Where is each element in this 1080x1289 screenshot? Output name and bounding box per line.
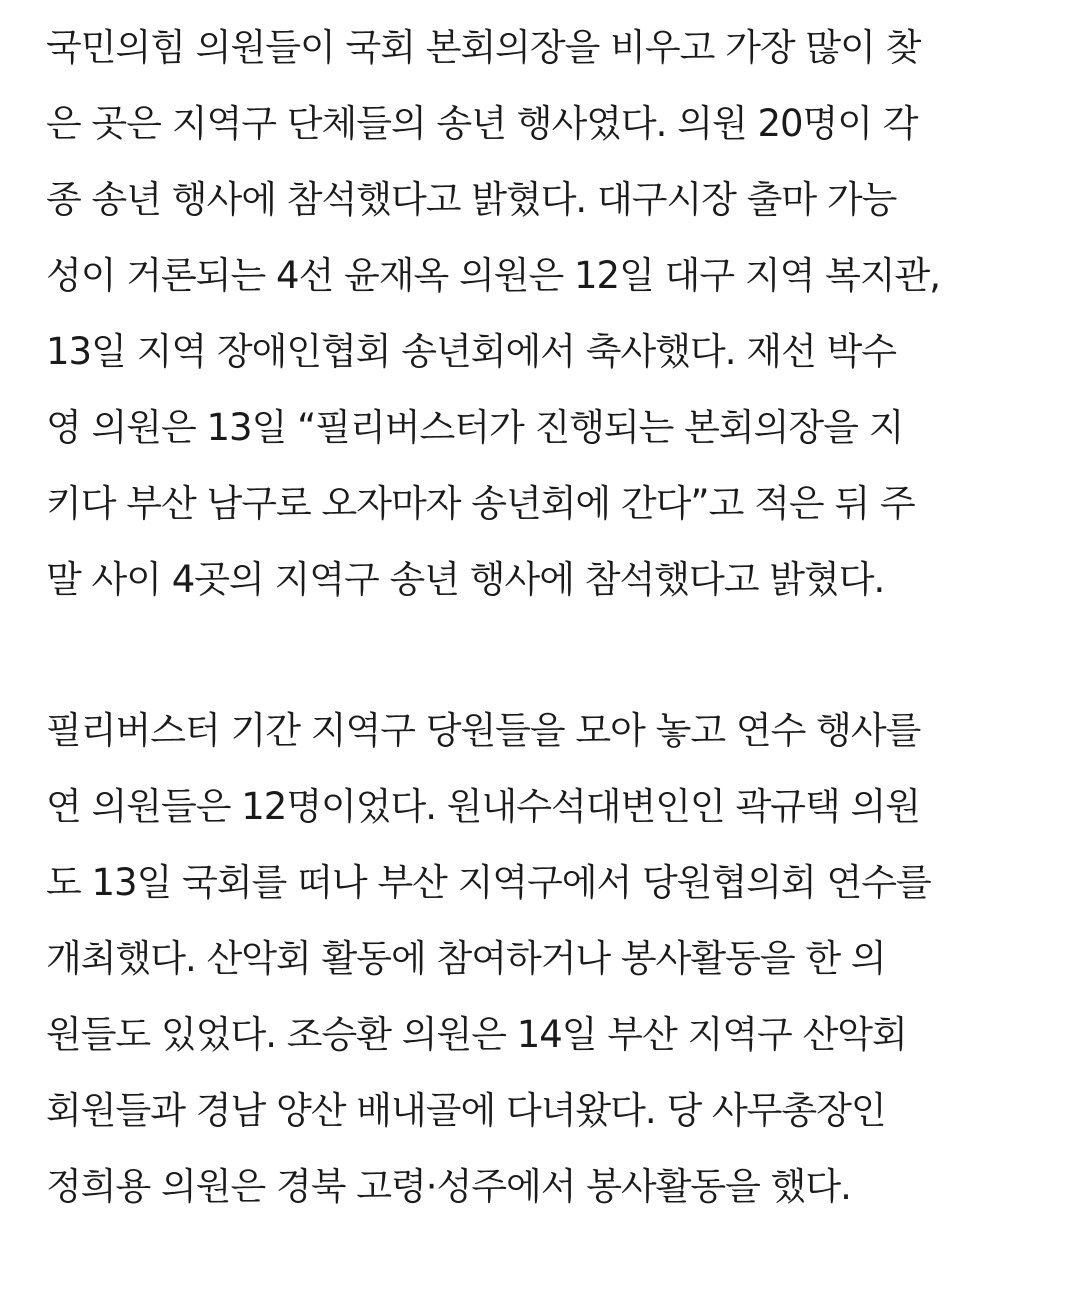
text-line: 영 의원은 13일 “필리버스터가 진행되는 본회의장을 지 xyxy=(46,406,904,449)
text-line: 은 곳은 지역구 단체들의 송년 행사였다. 의원 20명이 각 xyxy=(46,102,918,145)
paragraph-1 xyxy=(46,0,1046,608)
text-line: 개최했다. 산악회 활동에 참여하거나 봉사활동을 한 의 xyxy=(46,937,886,980)
text-line: 정희용 의원은 경북 고령·성주에서 봉사활동을 했다. xyxy=(46,1165,851,1208)
text-line: 국민의힘 의원들이 국회 본회의장을 비우고 가장 많이 찾 xyxy=(46,26,921,69)
text-line: 필리버스터 기간 지역구 당원들을 모아 놓고 연수 행사를 xyxy=(46,709,921,752)
paragraph-spacer xyxy=(46,608,1046,683)
text-line: 도 13일 국회를 떠나 부산 지역구에서 당원협의회 연수를 xyxy=(46,861,931,904)
text-line: 연 의원들은 12명이었다. 원내수석대변인인 곽규택 의원 xyxy=(46,785,920,828)
text-line: 말 사이 4곳의 지역구 송년 행사에 참석했다고 밝혔다. xyxy=(46,558,885,601)
text-line: 종 송년 행사에 참석했다고 밝혔다. 대구시장 출마 가능 xyxy=(46,178,897,221)
article-body xyxy=(46,0,1046,1215)
text-line: 키다 부산 남구로 오자마자 송년회에 간다”고 적은 뒤 주 xyxy=(46,482,915,525)
text-line: 원들도 있었다. 조승환 의원은 14일 부산 지역구 산악회 xyxy=(46,1013,907,1056)
text-line: 성이 거론되는 4선 윤재옥 의원은 12일 대구 지역 복지관, xyxy=(46,254,941,297)
paragraph-2 xyxy=(46,683,1046,1215)
text-line: 13일 지역 장애인협회 송년회에서 축사했다. 재선 박수 xyxy=(46,330,896,373)
text-line: 회원들과 경남 양산 배내골에 다녀왔다. 당 사무총장인 xyxy=(46,1089,886,1132)
